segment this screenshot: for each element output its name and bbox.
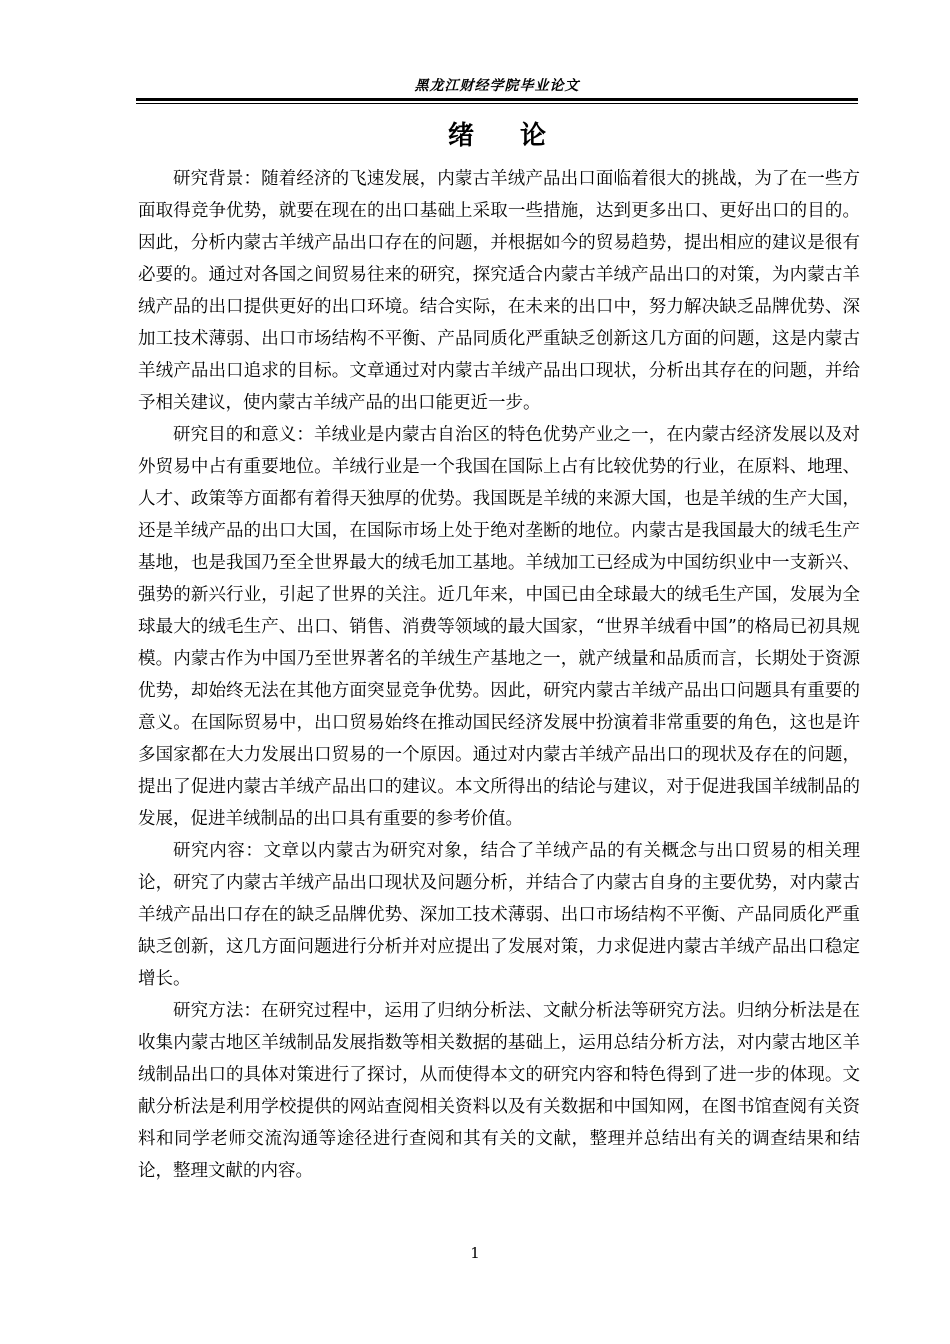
paragraph-purpose: 研究目的和意义：羊绒业是内蒙古自治区的特色优势产业之一，在内蒙古经济发展以及对外贸易中占有重要地位。羊绒行业是一个我国在国际上占有比较优势的行业，在原料、地理、人才、政策等方面都有着得天独厚的优势。我国既是羊绒的来源大国，也是羊绒的生产大国，还是羊绒产品的出口大国，在国际市场上处于绝对垄断的地位。内蒙古是我国最大的绒毛生产基地，也是我国乃至全世界最大的绒毛加工基地。羊绒加工已经成为中国纺织业中一支新兴、强势的新兴行业，引起了世界的关注。近几年来，中国已由全球最大的绒毛生产国，发展为全球最大的绒毛生产、出口、销售、消费等领域的最大国家，“世界羊绒看中国”的格局已初具规模。内蒙古作为中国乃至世界著名的羊绒生产基地之一，就产绒量和品质而言，长期处于资源优势，却始终无法在其他方面突显竞争优势。因此，研究内蒙古羊绒产品出口问题具有重要的意义。在国际贸易中，出口贸易始终在推动国民经济发展中扮演着非常重要的角色，这也是许多国家都在大力发展出口贸易的一个原因。通过对内蒙古羊绒产品出口的现状及存在的问题，提出了促进内蒙古羊绒产品出口的建议。本文所得出的结论与建议，对于促进我国羊绒制品的发展，促进羊绒制品的出口具有重要的参考价值。 [138, 425, 860, 829]
paragraph-content: 研究内容：文章以内蒙古为研究对象，结合了羊绒产品的有关概念与出口贸易的相关理论，研究了内蒙古羊绒产品出口现状及问题分析，并结合了内蒙古自身的主要优势，对内蒙古羊绒产品出口存在的缺乏品牌优势、深加工技术薄弱、出口市场结构不平衡、产品同质化严重缺乏创新，这几方面问题进行分析并对应提出了发展对策，力求促进内蒙古羊绒产品出口稳定增长。 [138, 841, 860, 989]
section-title: 绪论 [447, 121, 592, 151]
header-rule-thin [136, 103, 858, 104]
page-number: 1 [470, 1244, 480, 1262]
body-text [138, 163, 860, 1187]
paragraph-background: 研究背景：随着经济的飞速发展，内蒙古羊绒产品出口面临着很大的挑战，为了在一些方面取得竞争优势，就要在现在的出口基础上采取一些措施，达到更多出口、更好出口的目的。因此，分析内蒙古羊绒产品出口存在的问题，并根据如今的贸易趋势，提出相应的建议是很有必要的。通过对各国之间贸易往来的研究，探究适合内蒙古羊绒产品出口的对策，为内蒙古羊绒产品的出口提供更好的出口环境。结合实际，在未来的出口中，努力解决缺乏品牌优势、深加工技术薄弱、出口市场结构不平衡、产品同质化严重缺乏创新这几方面的问题，这是内蒙古羊绒产品出口追求的目标。文章通过对内蒙古羊绒产品出口现状，分析出其存在的问题，并给予相关建议，使内蒙古羊绒产品的出口能更近一步。 [138, 169, 860, 413]
paragraph-method: 研究方法：在研究过程中，运用了归纳分析法、文献分析法等研究方法。归纳分析法是在收集内蒙古地区羊绒制品发展指数等相关数据的基础上，运用总结分析方法，对内蒙古地区羊绒制品出口的具体对策进行了探讨，从而使得本文的研究内容和特色得到了进一步的体现。文献分析法是利用学校提供的网站查阅相关资料以及有关数据和中国知网，在图书馆查阅有关资料和同学老师交流沟通等途径进行查阅和其有关的文献，整理并总结出有关的调查结果和结论，整理文献的内容。 [138, 1001, 860, 1181]
running-header: 黑龙江财经学院毕业论文 [414, 78, 580, 94]
header-rule-thick [136, 98, 858, 101]
